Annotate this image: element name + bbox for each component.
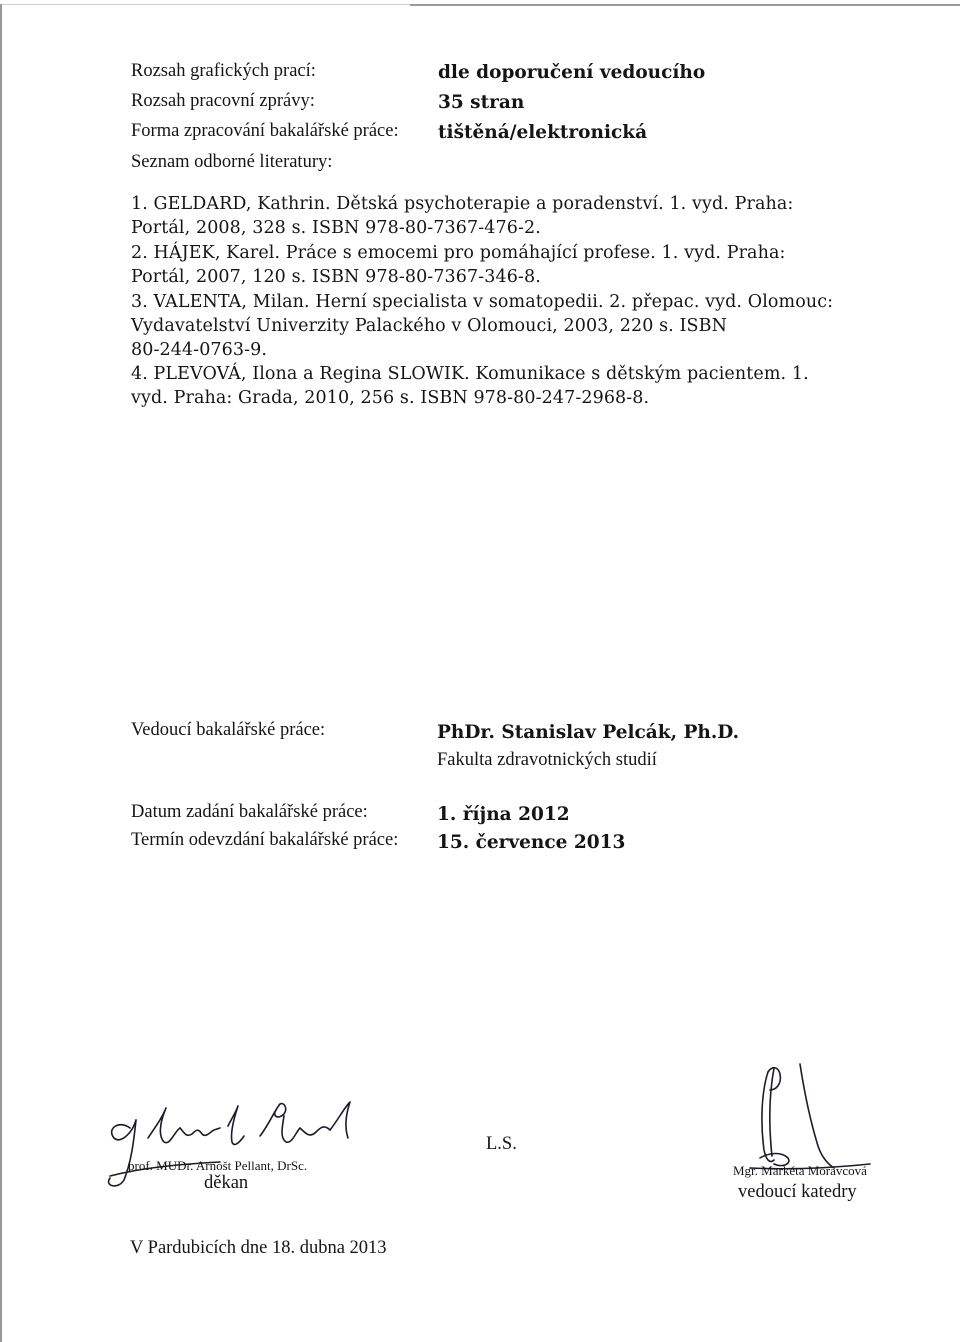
bib-line: 4. PLEVOVÁ, Ilona a Regina SLOWIK. Komunikace s dětským pacientem. 1. <box>131 364 809 384</box>
head-title: vedoucí katedry <box>738 1182 857 1202</box>
deadline-value: 15. července 2013 <box>437 832 626 853</box>
info-value-report: 35 stran <box>438 92 525 113</box>
supervisor-name: PhDr. Stanislav Pelcák, Ph.D. <box>437 722 740 743</box>
assigned-date-value: 1. října 2012 <box>437 804 570 825</box>
bib-line: vyd. Praha: Grada, 2010, 256 s. ISBN 978-80-247-2968-8. <box>131 388 650 408</box>
deadline-label: Termín odevzdání bakalářské práce: <box>131 830 399 850</box>
bib-line: Vydavatelství Univerzity Palackého v Olomouci, 2003, 220 s. ISBN <box>131 316 727 336</box>
bib-line: 80-244-0763-9. <box>131 340 268 360</box>
bib-line: 1. GELDARD, Kathrin. Dětská psychoterapie a poradenství. 1. vyd. Praha: <box>131 194 794 214</box>
assigned-date-label: Datum zadání bakalářské práce: <box>131 802 368 822</box>
dean-title: děkan <box>204 1173 249 1193</box>
info-value-form: tištěná/elektronická <box>438 122 648 143</box>
supervisor-faculty: Fakulta zdravotnických studií <box>437 750 657 770</box>
seal-mark: L.S. <box>486 1134 517 1154</box>
place-date: V Pardubicích dne 18. dubna 2013 <box>130 1238 387 1258</box>
page-edge-top-dark <box>410 4 960 6</box>
bib-line: 2. HÁJEK, Karel. Práce s emocemi pro pomáhající profese. 1. vyd. Praha: <box>131 243 786 263</box>
head-name: Mgr. Markéta Moravcová <box>733 1163 867 1178</box>
info-label-form: Forma zpracování bakalářské práce: <box>131 121 399 141</box>
info-label-literature: Seznam odborné literatury: <box>131 152 333 172</box>
page-edge-left <box>0 4 2 1342</box>
dean-name: prof. MUDr. Arnošt Pellant, DrSc. <box>128 1158 308 1173</box>
info-label-report: Rozsah pracovní zprávy: <box>131 91 315 111</box>
info-label-graphics: Rozsah grafických prací: <box>131 61 316 81</box>
info-value-graphics: dle doporučení vedoucího <box>438 62 706 83</box>
head-signature-image <box>730 1060 880 1180</box>
dean-signature-image <box>100 1098 400 1198</box>
bib-line: Portál, 2007, 120 s. ISBN 978-80-7367-346-8. <box>131 267 541 287</box>
supervisor-label: Vedoucí bakalářské práce: <box>131 720 326 740</box>
bib-line: Portál, 2008, 328 s. ISBN 978-80-7367-476-2. <box>131 218 541 238</box>
bib-line: 3. VALENTA, Milan. Herní specialista v somatopedii. 2. přepac. vyd. Olomouc: <box>131 292 834 312</box>
